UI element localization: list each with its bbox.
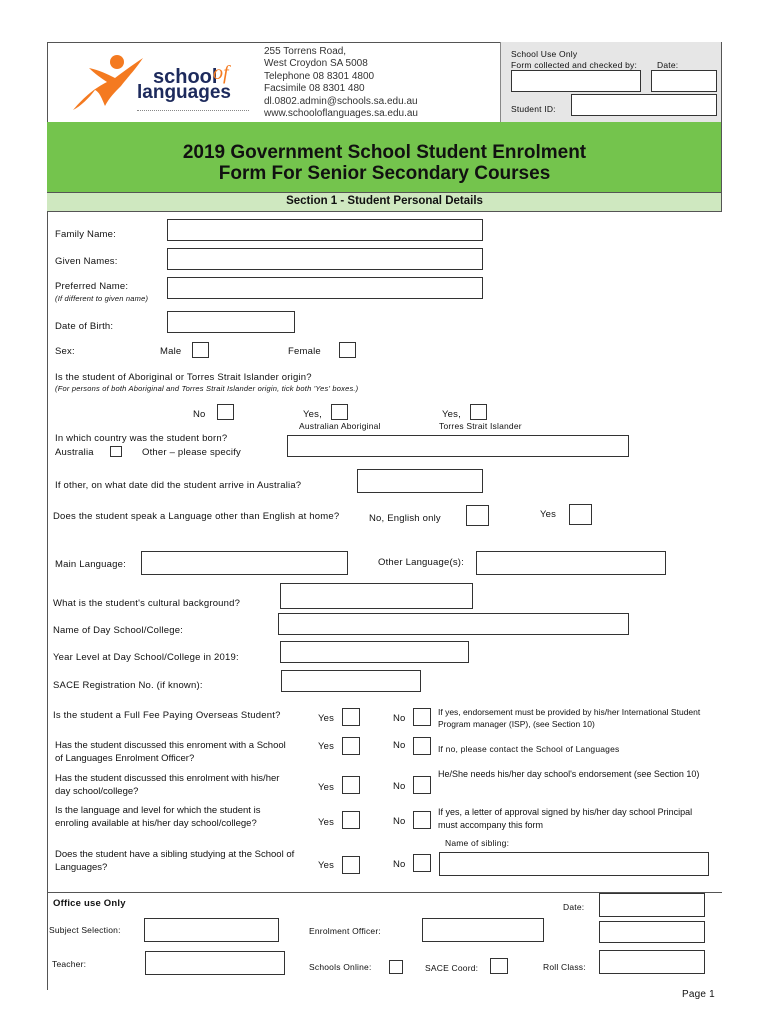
aboriginal-yes-label: Yes, (303, 409, 322, 420)
sibling-name-label: Name of sibling: (445, 838, 510, 848)
school-use-title: School Use Only (511, 49, 578, 59)
fee-yes-checkbox[interactable] (342, 708, 360, 726)
available-yes-label: Yes (318, 817, 335, 828)
discussed-school-question: Has the student discussed this enrolment with his/her day school/college? (55, 773, 280, 797)
school-use-box (500, 42, 722, 122)
logo-school: school (153, 66, 218, 88)
dob-label: Date of Birth: (55, 321, 114, 332)
year-level-input[interactable] (280, 641, 469, 663)
student-id-label: Student ID: (511, 104, 556, 114)
preferred-name-note: (If different to given name) (55, 294, 149, 303)
address-line: www.schooloflanguages.sa.edu.au (264, 107, 418, 119)
given-names-input[interactable] (167, 248, 483, 270)
sibling-yes-label: Yes (318, 860, 335, 871)
other-country-input[interactable] (287, 435, 629, 457)
female-label: Female (288, 346, 321, 357)
office-date-input[interactable] (599, 893, 705, 917)
torres-yes-label: Yes, (442, 409, 461, 420)
teacher-input[interactable] (145, 951, 285, 975)
preferred-name-input[interactable] (167, 277, 483, 299)
office-section (47, 892, 722, 987)
sace-label: SACE Registration No. (if known): (53, 680, 203, 691)
address-line: West Croydon SA 5008 (264, 57, 368, 69)
fee-no-label: No (393, 713, 406, 724)
officer-no-label: No (393, 740, 406, 751)
aboriginal-question: Is the student of Aboriginal or Torres Strait Islander origin? (55, 372, 312, 383)
sex-label: Sex: (55, 346, 75, 357)
lang-yes-checkbox[interactable] (569, 504, 592, 525)
aboriginal-no-label: No (193, 409, 206, 420)
school-yes-checkbox[interactable] (342, 776, 360, 794)
title-line2: Form For Senior Secondary Courses (218, 163, 551, 184)
school-yes-label: Yes (318, 782, 335, 793)
title-bar (47, 122, 722, 192)
sibling-yes-checkbox[interactable] (342, 856, 360, 874)
section-title: Section 1 - Student Personal Details (286, 195, 483, 207)
school-no-checkbox[interactable] (413, 776, 431, 794)
address-line: dl.0802.admin@schools.sa.edu.au (264, 96, 418, 107)
address-line: Facsimile 08 8301 480 (264, 82, 365, 94)
main-language-label: Main Language: (55, 559, 126, 570)
school-date-label: Date: (657, 60, 679, 70)
male-checkbox[interactable] (192, 342, 209, 358)
teacher-label: Teacher: (52, 959, 87, 969)
available-note: If yes, a letter of approval signed by his/her day school Principal must accompany this form (438, 807, 693, 830)
australia-label: Australia (55, 447, 94, 458)
preferred-name-label: Preferred Name: (55, 281, 129, 292)
other-country-label: Other – please specify (142, 447, 241, 458)
schools-online-label: Schools Online: (309, 962, 372, 972)
page-title (47, 142, 722, 184)
country-question: In which country was the student born? (55, 433, 228, 444)
title-line1: 2019 Government School Student Enrolment (182, 142, 587, 163)
address-block (264, 46, 418, 119)
available-no-label: No (393, 816, 406, 827)
day-school-label: Name of Day School/College: (53, 625, 184, 636)
school-logo (65, 48, 255, 118)
page-number: Page 1 (682, 989, 715, 1000)
subject-selection-input[interactable] (144, 918, 279, 942)
aboriginal-note: (For persons of both Aboriginal and Torres Strait Islander origin, tick both 'Yes' boxes.) (55, 384, 359, 393)
aboriginal-no-checkbox[interactable] (217, 404, 234, 420)
address-line: Telephone 08 8301 4800 (264, 71, 375, 82)
collected-input[interactable] (511, 70, 641, 92)
available-question: Is the language and level for which the student is enroling available at his/her day school/college? (55, 805, 261, 829)
arrive-question: If other, on what date did the student arrive in Australia? (55, 480, 302, 491)
enrolment-officer-label: Enrolment Officer: (309, 926, 381, 936)
dob-input[interactable] (167, 311, 295, 333)
available-yes-checkbox[interactable] (342, 811, 360, 829)
sibling-question: Does the student have a sibling studying at the School of Languages? (55, 849, 295, 873)
enrolment-officer-input[interactable] (422, 918, 544, 942)
other-language-label: Other Language(s): (378, 557, 464, 568)
language-question: Does the student speak a Language other than English at home? (53, 511, 340, 522)
school-no-label: No (393, 781, 406, 792)
logo-of: of (213, 62, 229, 84)
no-english-checkbox[interactable] (466, 505, 489, 526)
officer-yes-checkbox[interactable] (342, 737, 360, 755)
torres-yes-checkbox[interactable] (470, 404, 487, 420)
australia-checkbox[interactable] (110, 446, 122, 457)
student-id-input[interactable] (571, 94, 717, 116)
office-extra-input[interactable] (599, 921, 705, 943)
fee-yes-label: Yes (318, 713, 335, 724)
sibling-name-input[interactable] (439, 852, 709, 876)
sace-coord-checkbox[interactable] (490, 958, 508, 974)
sace-coord-label: SACE Coord: (425, 963, 479, 973)
no-english-label: No, English only (369, 513, 441, 524)
logo-languages: languages (137, 82, 231, 103)
school-date-input[interactable] (651, 70, 717, 92)
office-title: Office use Only (53, 898, 126, 909)
logo-dotted-rule (137, 110, 249, 111)
family-name-label: Family Name: (55, 229, 116, 240)
given-names-label: Given Names: (55, 256, 118, 267)
male-label: Male (160, 346, 182, 357)
cultural-label: What is the student's cultural background? (53, 598, 241, 609)
aboriginal-yes-checkbox[interactable] (331, 404, 348, 420)
section-bar (47, 192, 722, 212)
discussed-officer-question: Has the student discussed this enroment with a School of Languages Enrolment Officer? (55, 740, 286, 764)
sibling-no-checkbox[interactable] (413, 854, 431, 872)
cultural-input[interactable] (280, 583, 473, 609)
arrive-date-input[interactable] (357, 469, 483, 493)
lang-yes-label: Yes (540, 509, 557, 520)
torres-label: Torres Strait Islander (439, 421, 522, 431)
schools-online-checkbox[interactable] (389, 960, 403, 974)
address-line: 255 Torrens Road, (264, 46, 347, 57)
officer-no-checkbox[interactable] (413, 737, 431, 755)
family-name-input[interactable] (167, 219, 483, 241)
fee-note: If yes, endorsement must be provided by his/her International Student Program manager (ISP), (see Section 10) (438, 707, 701, 729)
roll-class-input[interactable] (599, 950, 705, 974)
fee-no-checkbox[interactable] (413, 708, 431, 726)
other-language-input[interactable] (476, 551, 666, 575)
sibling-no-label: No (393, 859, 406, 870)
year-level-label: Year Level at Day School/College in 2019: (53, 652, 239, 663)
office-date-label: Date: (563, 902, 585, 912)
main-language-input[interactable] (141, 551, 348, 575)
female-checkbox[interactable] (339, 342, 356, 358)
officer-note: If no, please contact the School of Languages (438, 744, 620, 754)
subject-selection-label: Subject Selection: (49, 925, 121, 935)
school-note: He/She needs his/her day school's endorsement (see Section 10) (438, 769, 700, 779)
fee-question: Is the student a Full Fee Paying Overseas Student? (53, 710, 281, 721)
officer-yes-label: Yes (318, 741, 335, 752)
collected-label: Form collected and checked by: (511, 60, 638, 70)
available-no-checkbox[interactable] (413, 811, 431, 829)
roll-class-label: Roll Class: (543, 962, 586, 972)
aus-aboriginal-label: Australian Aboriginal (299, 421, 381, 431)
day-school-input[interactable] (278, 613, 629, 635)
sace-input[interactable] (281, 670, 421, 692)
